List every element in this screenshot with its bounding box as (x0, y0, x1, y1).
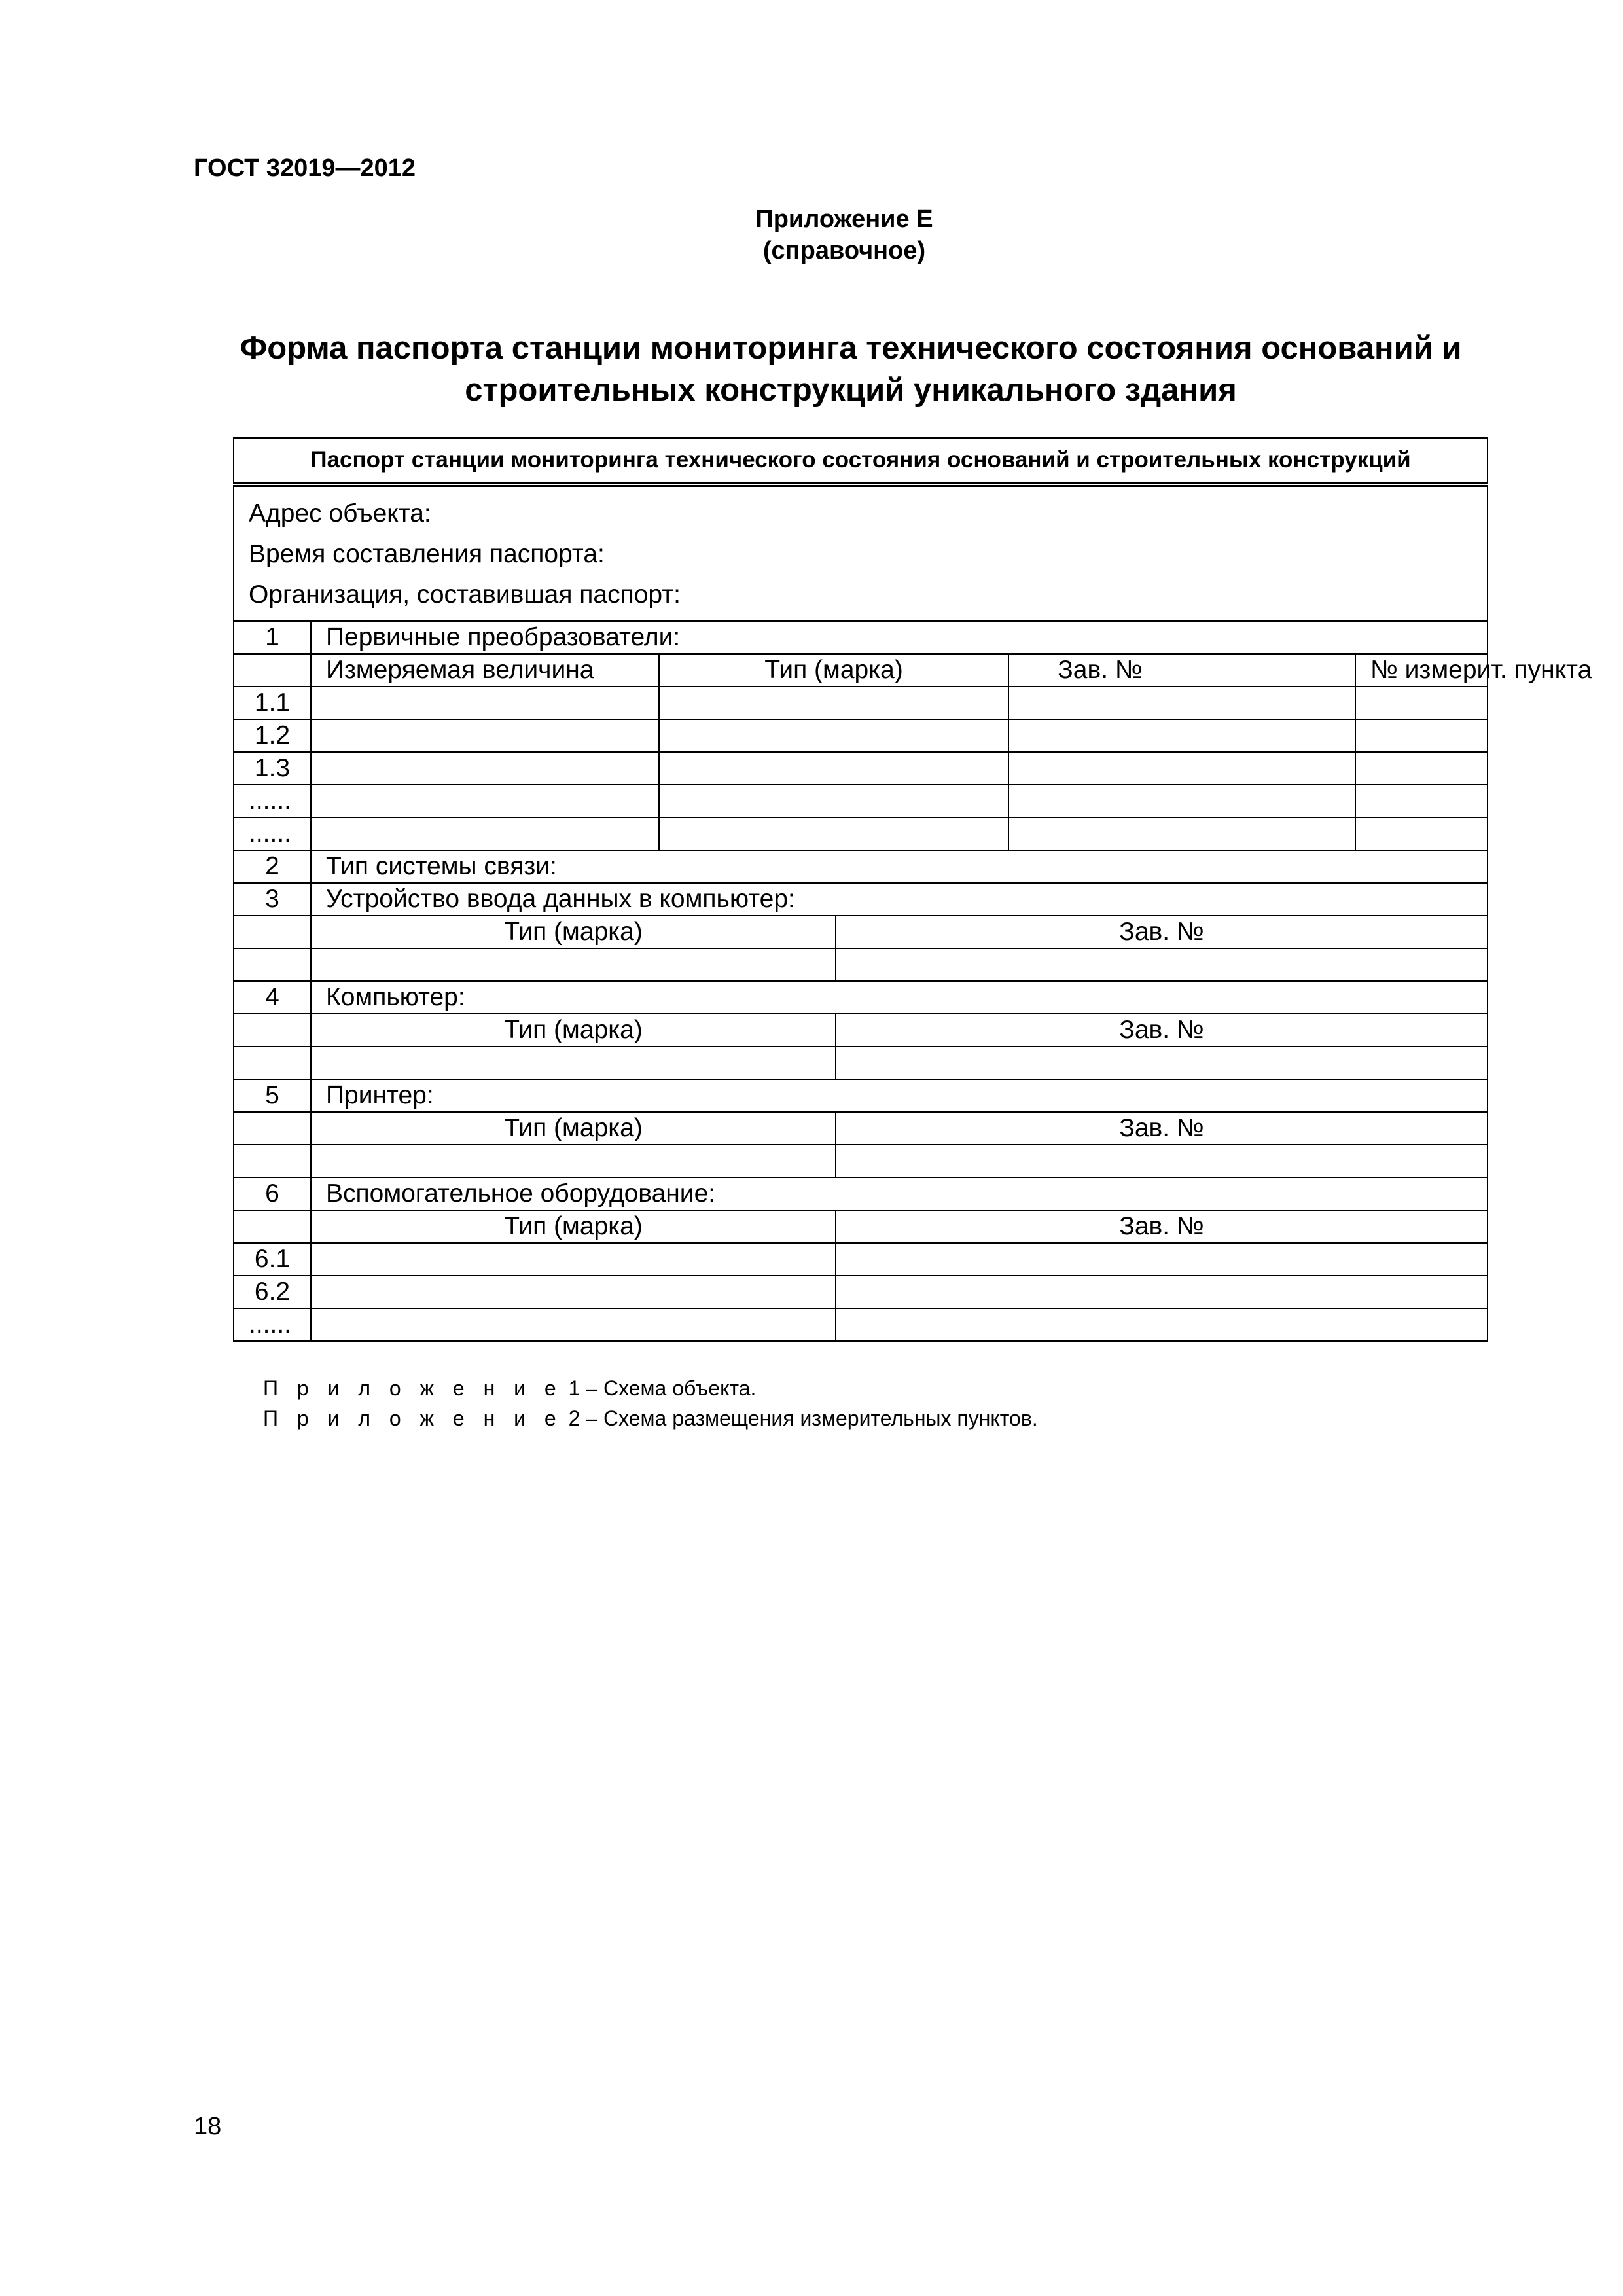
row-number: 6.1 (234, 1243, 311, 1276)
input-cell[interactable] (659, 687, 1008, 719)
page-number: 18 (194, 2113, 222, 2140)
input-cell[interactable] (1008, 785, 1355, 817)
input-cell[interactable] (311, 1276, 836, 1308)
section-row (234, 981, 1488, 1014)
appendix-note-1 (263, 1373, 756, 1403)
column-header-type: Тип (марка) (311, 916, 836, 948)
note-text: 2 – Схема размещения измерительных пунктов. (562, 1407, 1038, 1430)
subheader-row (234, 1014, 1488, 1047)
note-prefix: П р и л о ж е н и е (263, 1407, 563, 1430)
input-cell[interactable] (1355, 752, 1488, 785)
table-row (234, 1308, 1488, 1341)
input-cell[interactable] (311, 1145, 836, 1177)
section-row (234, 1079, 1488, 1112)
table-row (234, 687, 1488, 719)
input-cell[interactable] (311, 785, 659, 817)
compile-time-label: Время составления паспорта: (249, 540, 605, 568)
column-header-measured-quantity: Измеряемая величина (311, 654, 659, 687)
table-row (234, 1047, 1488, 1079)
info-block (234, 484, 1488, 621)
column-header-serial: Зав. № (836, 1014, 1488, 1047)
row-number: 1.1 (234, 687, 311, 719)
section-number: 5 (234, 1079, 311, 1112)
input-cell[interactable] (311, 1308, 836, 1341)
organization-label: Организация, составившая паспорт: (249, 581, 681, 609)
row-number: 1.3 (234, 752, 311, 785)
input-cell[interactable] (1355, 687, 1488, 719)
section-label: Первичные преобразователи: (311, 621, 1488, 654)
input-cell[interactable] (311, 948, 836, 981)
row-number: ...... (234, 1308, 311, 1341)
input-cell[interactable] (311, 1047, 836, 1079)
note-prefix: П р и л о ж е н и е (263, 1376, 563, 1400)
input-cell[interactable] (659, 785, 1008, 817)
input-cell[interactable] (1008, 687, 1355, 719)
empty-cell (234, 1145, 311, 1177)
section-label: Устройство ввода данных в компьютер: (311, 883, 1488, 916)
table-row (234, 817, 1488, 850)
empty-cell (234, 1047, 311, 1079)
passport-form-table (233, 437, 1592, 1342)
input-cell[interactable] (1355, 719, 1488, 752)
input-cell[interactable] (659, 752, 1008, 785)
input-cell[interactable] (836, 1047, 1488, 1079)
table-row (234, 948, 1488, 981)
column-header-type: Тип (марка) (311, 1112, 836, 1145)
row-number: 1.2 (234, 719, 311, 752)
note-text: 1 – Схема объекта. (562, 1376, 757, 1400)
document-title (196, 327, 1505, 411)
section-label: Вспомогательное оборудование: (311, 1177, 1488, 1210)
section-row (234, 883, 1488, 916)
appendix-title: Приложение Е (755, 206, 933, 233)
section-row (234, 1177, 1488, 1210)
column-header-type: Тип (марка) (659, 654, 1008, 687)
column-header-point-number: № измерит. пункта (1355, 654, 1488, 687)
sensor-header-row (234, 654, 1488, 687)
input-cell[interactable] (1355, 817, 1488, 850)
document-title-line1: Форма паспорта станции мониторинга технического состояния оснований и (240, 331, 1462, 366)
input-cell[interactable] (1008, 817, 1355, 850)
section-row (234, 850, 1488, 883)
input-cell[interactable] (836, 1145, 1488, 1177)
section-number: 3 (234, 883, 311, 916)
input-cell[interactable] (1008, 719, 1355, 752)
document-title-line2: строительных конструкций уникального здания (465, 372, 1237, 408)
row-number: ...... (234, 817, 311, 850)
input-cell[interactable] (1008, 752, 1355, 785)
empty-cell (234, 916, 311, 948)
column-header-serial: Зав. № (836, 1112, 1488, 1145)
subheader-row (234, 1112, 1488, 1145)
section-row (234, 621, 1488, 654)
input-cell[interactable] (311, 1243, 836, 1276)
appendix-note-2 (263, 1403, 1038, 1433)
row-number: ...... (234, 785, 311, 817)
empty-cell (234, 654, 311, 687)
table-row (234, 785, 1488, 817)
section-number: 6 (234, 1177, 311, 1210)
section-number: 2 (234, 850, 311, 883)
input-cell[interactable] (836, 1276, 1488, 1308)
input-cell[interactable] (836, 1243, 1488, 1276)
input-cell[interactable] (836, 1308, 1488, 1341)
object-address-label: Адрес объекта: (249, 499, 431, 528)
info-row (234, 484, 1488, 621)
table-row (234, 719, 1488, 752)
empty-cell (234, 1112, 311, 1145)
empty-cell (234, 1014, 311, 1047)
input-cell[interactable] (1355, 785, 1488, 817)
standard-code: ГОСТ 32019—2012 (194, 154, 416, 182)
table-row (234, 1276, 1488, 1308)
subheader-row (234, 916, 1488, 948)
table-row (234, 1145, 1488, 1177)
input-cell[interactable] (836, 948, 1488, 981)
input-cell[interactable] (311, 687, 659, 719)
section-number: 4 (234, 981, 311, 1014)
input-cell[interactable] (311, 817, 659, 850)
table-row (234, 1243, 1488, 1276)
table-row (234, 752, 1488, 785)
empty-cell (234, 948, 311, 981)
appendix-kind: (справочное) (762, 237, 926, 264)
form-title: Паспорт станции мониторинга технического состояния оснований и строительных конструкций (234, 438, 1488, 484)
section-label: Компьютер: (311, 981, 1488, 1014)
section-label: Тип системы связи: (311, 850, 1488, 883)
input-cell[interactable] (311, 752, 659, 785)
subheader-row (234, 1210, 1488, 1243)
column-header-serial: Зав. № (836, 1210, 1488, 1243)
input-cell[interactable] (311, 719, 659, 752)
column-header-serial: Зав. № (836, 916, 1488, 948)
column-header-type: Тип (марка) (311, 1210, 836, 1243)
column-header-serial: Зав. № (1008, 654, 1355, 687)
row-number: 6.2 (234, 1276, 311, 1308)
empty-cell (234, 1210, 311, 1243)
column-header-type: Тип (марка) (311, 1014, 836, 1047)
section-number: 1 (234, 621, 311, 654)
section-label: Принтер: (311, 1079, 1488, 1112)
form-title-row (234, 438, 1488, 484)
input-cell[interactable] (659, 817, 1008, 850)
input-cell[interactable] (659, 719, 1008, 752)
